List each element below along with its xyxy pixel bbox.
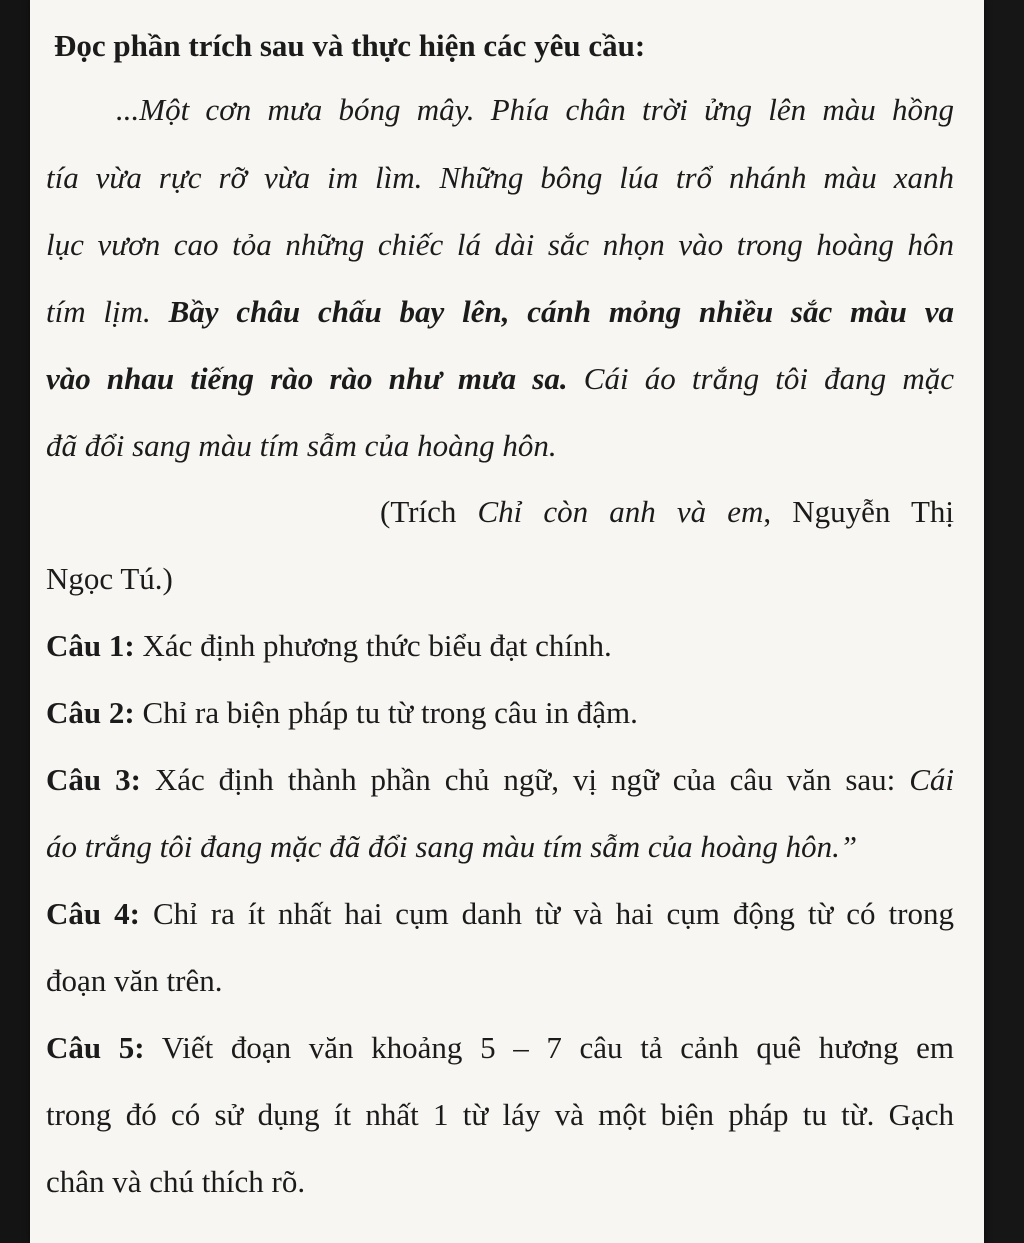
question-5-label: Câu 5:	[46, 1030, 145, 1065]
question-3-line-2: áo trắng tôi đang mặc đã đổi sang màu tím sẫm của hoàng hôn.”	[46, 829, 858, 864]
passage-line-1: ...Một cơn mưa bóng mây. Phía chân trời ửng lên màu hồng	[116, 92, 954, 127]
question-3-quote-1: Cái	[909, 762, 954, 797]
citation-title: Chỉ còn anh và em	[477, 494, 764, 529]
bold-sentence-part-1: Bầy châu chấu bay lên, cánh mỏng nhiều sắc màu va	[168, 294, 954, 329]
question-5-line-2: trong đó có sử dụng ít nhất 1 từ láy và một biện pháp tu từ. Gạch	[46, 1097, 954, 1132]
citation-author-1: , Nguyễn Thị	[763, 494, 954, 529]
passage-line-5-normal: Cái áo trắng tôi đang mặc	[567, 361, 954, 396]
bold-sentence-part-2: vào nhau tiếng rào rào như mưa sa.	[46, 361, 568, 396]
photo-edge-right	[984, 0, 1024, 1243]
passage-line-2: tía vừa rực rỡ vừa im lìm. Những bông lúa trổ nhánh màu xanh	[46, 160, 954, 195]
question-1	[46, 630, 612, 661]
question-5-line-3: chân và chú thích rõ.	[46, 1164, 306, 1199]
passage-line-6: đã đổi sang màu tím sẫm của hoàng hôn.	[46, 428, 557, 463]
question-3-label: Câu 3:	[46, 762, 141, 797]
passage-line-5	[46, 363, 954, 394]
question-4-label: Câu 4:	[46, 896, 140, 931]
photo-edge-left	[0, 0, 30, 1243]
question-3-line-1	[46, 764, 954, 795]
citation-line-1	[380, 496, 954, 527]
question-5-text-1: Viết đoạn văn khoảng 5 – 7 câu tả cảnh quê hương em	[144, 1030, 955, 1065]
citation-line-2: Ngọc Tú.)	[46, 561, 173, 596]
citation-open: (Trích	[380, 494, 478, 529]
document-page	[30, 0, 984, 1243]
question-4-text-1: Chỉ ra ít nhất hai cụm danh từ và hai cụm động từ có trong	[139, 896, 954, 931]
question-2	[46, 697, 638, 728]
question-4-line-2: đoạn văn trên.	[46, 963, 223, 998]
question-5-line-1	[46, 1032, 954, 1063]
passage-line-4	[46, 296, 954, 327]
question-2-label: Câu 2:	[46, 695, 135, 730]
question-3-text: Xác định thành phần chủ ngữ, vị ngữ của câu văn sau:	[140, 762, 910, 797]
question-2-text: Chỉ ra biện pháp tu từ trong câu in đậm.	[134, 695, 638, 730]
passage-line-4-normal: tím lịm.	[46, 294, 169, 329]
heading: Đọc phần trích sau và thực hiện các yêu cầu:	[54, 28, 646, 63]
question-1-text: Xác định phương thức biểu đạt chính.	[134, 628, 612, 663]
passage-line-3: lục vươn cao tỏa những chiếc lá dài sắc nhọn vào trong hoàng hôn	[46, 227, 954, 262]
question-4-line-1	[46, 898, 954, 929]
question-1-label: Câu 1:	[46, 628, 135, 663]
